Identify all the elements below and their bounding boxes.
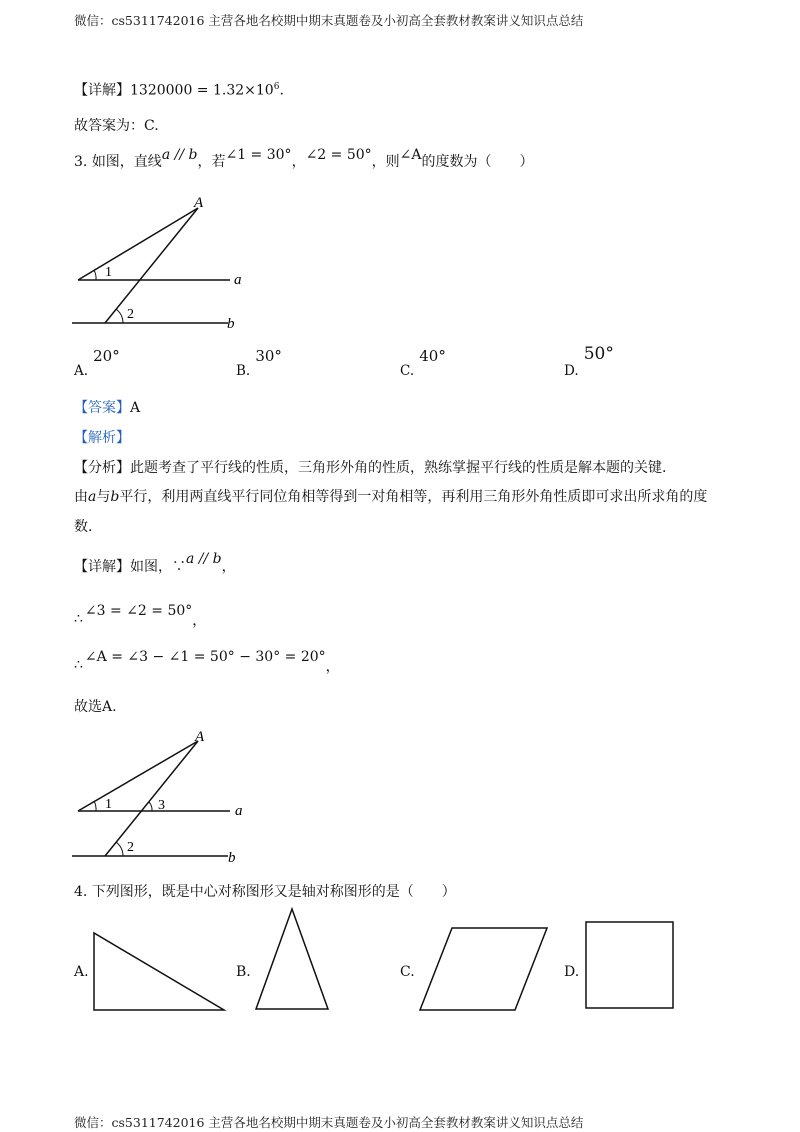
prev-answer-line: 故答案为：C. <box>74 118 159 134</box>
q3-solution-figure <box>60 723 260 868</box>
q4-stem-text: 下列图形，既是中心对称图形又是轴对称图形的是（ ） <box>91 884 456 900</box>
label-2: 2 <box>127 840 134 855</box>
answer-value: A <box>130 400 141 416</box>
detail-exponent: 6 <box>273 82 280 92</box>
q4-option-B-letter: B. <box>236 964 251 980</box>
q4-stem <box>74 882 456 902</box>
option-value: 20° <box>93 347 120 365</box>
detail-tag: 【详解】 <box>74 559 130 575</box>
angle1-arc <box>94 270 96 280</box>
q3-angleA: ∠A <box>399 147 422 163</box>
detail-comma: ， <box>221 559 236 575</box>
label-A: A <box>195 729 205 745</box>
q4-option-D-letter: D. <box>564 964 580 980</box>
q3-answer-line <box>74 398 140 418</box>
label-b: b <box>227 316 235 332</box>
segment-A-left <box>78 741 198 811</box>
angle2-arc <box>116 842 123 856</box>
q3-step1 <box>74 601 207 629</box>
label-3: 3 <box>158 798 165 813</box>
option-value: 30° <box>255 347 282 365</box>
step2-expr: ∠A = ∠3 − ∠1 = 50° − 30° = 20° <box>84 649 326 665</box>
q3-stem-d: 的度数为（ ） <box>421 154 534 170</box>
label-1: 1 <box>105 265 112 280</box>
therefore-symbol: ∴ <box>74 611 83 627</box>
answer-tag: 【答案】 <box>74 400 130 416</box>
q3-option-D <box>564 344 614 379</box>
option-letter: A. <box>74 363 89 379</box>
page-header: 微信：cs5311742016 主营各地名校期中期末真题卷及小初高全套教材教案讲义知识点总结 <box>74 13 584 28</box>
q4-number: 4. <box>74 884 88 900</box>
step1-expr: ∠3 = ∠2 = 50° <box>84 603 193 619</box>
q3-stem <box>74 147 534 172</box>
q3-stem-c: ，则 <box>371 154 400 170</box>
step1-end: ， <box>192 613 207 629</box>
line2-var-a: a <box>88 489 97 505</box>
label-A: A <box>194 195 204 211</box>
analysis-body: 此题考查了平行线的性质，三角形外角的性质，熟练掌握平行线的性质是解本题的关键. <box>130 460 667 476</box>
analysis-head: 【分析】 <box>74 460 130 476</box>
q4-right-triangle <box>90 928 230 1013</box>
line2-a: 由 <box>74 489 88 505</box>
q3-angle1: ∠1 = 30° <box>225 147 292 163</box>
label-1: 1 <box>105 797 112 812</box>
detail-because: 如图，∵ <box>130 559 186 575</box>
analysis-line-2 <box>74 487 707 507</box>
q3-option-C <box>400 346 446 379</box>
q3-number: 3. <box>74 154 88 170</box>
prev-detail-line <box>74 77 284 101</box>
q3-option-A <box>74 346 120 379</box>
q3-parallel-expr: a // b <box>161 147 198 163</box>
line2-c: 平行，利用两直线平行同位角相等得到一对角相等，再利用三角形外角性质即可求出所求角的度 <box>119 489 708 505</box>
detail-tag: 【详解】 <box>74 82 130 99</box>
q3-stem-a: 如图，直线 <box>91 154 162 170</box>
line2-var-b: b <box>110 489 120 505</box>
option-letter: D. <box>564 363 579 379</box>
option-value: 40° <box>419 347 446 365</box>
q3-angle2: ∠2 = 50° <box>305 147 372 163</box>
detail-end: . <box>279 82 284 99</box>
segment-A-left <box>78 208 198 280</box>
analysis-line-3: 数. <box>74 519 93 535</box>
q3-sep: ， <box>291 154 306 170</box>
label-a: a <box>235 803 243 819</box>
q4-option-A-letter: A. <box>74 964 89 980</box>
line2-b: 与 <box>96 489 111 505</box>
analysis-line-1 <box>74 458 666 478</box>
q3-stem-b: ，若 <box>197 154 226 170</box>
segment-A-transversal <box>105 208 198 323</box>
q3-detail-line <box>74 551 236 577</box>
option-value: 50° <box>583 344 614 364</box>
q3-step2 <box>74 647 340 675</box>
step2-end: ， <box>325 659 340 675</box>
q3-option-B <box>236 346 282 379</box>
label-a: a <box>234 272 242 288</box>
angle1-arc <box>94 801 96 811</box>
option-letter: B. <box>236 363 251 379</box>
analysis-tag: 【解析】 <box>74 430 130 446</box>
label-b: b <box>228 850 236 866</box>
angle3-arc <box>149 802 152 811</box>
therefore-symbol: ∴ <box>74 657 83 673</box>
label-2: 2 <box>127 307 134 322</box>
option-letter: C. <box>400 363 415 379</box>
q4-square <box>582 919 677 1011</box>
q4-isosceles-triangle <box>252 905 332 1013</box>
segment-A-transversal <box>105 741 198 856</box>
q4-option-C-letter: C. <box>400 964 415 980</box>
detail-parallel: a // b <box>186 551 222 567</box>
q3-conclusion: 故选A. <box>74 699 117 715</box>
q4-parallelogram <box>416 924 551 1014</box>
detail-expression: 1320000 = 1.32×10 <box>130 82 274 99</box>
page-footer: 微信：cs5311742016 主营各地名校期中期末真题卷及小初高全套教材教案讲义知识点总结 <box>74 1115 584 1130</box>
q3-figure <box>60 190 260 338</box>
angle2-arc <box>116 309 123 323</box>
